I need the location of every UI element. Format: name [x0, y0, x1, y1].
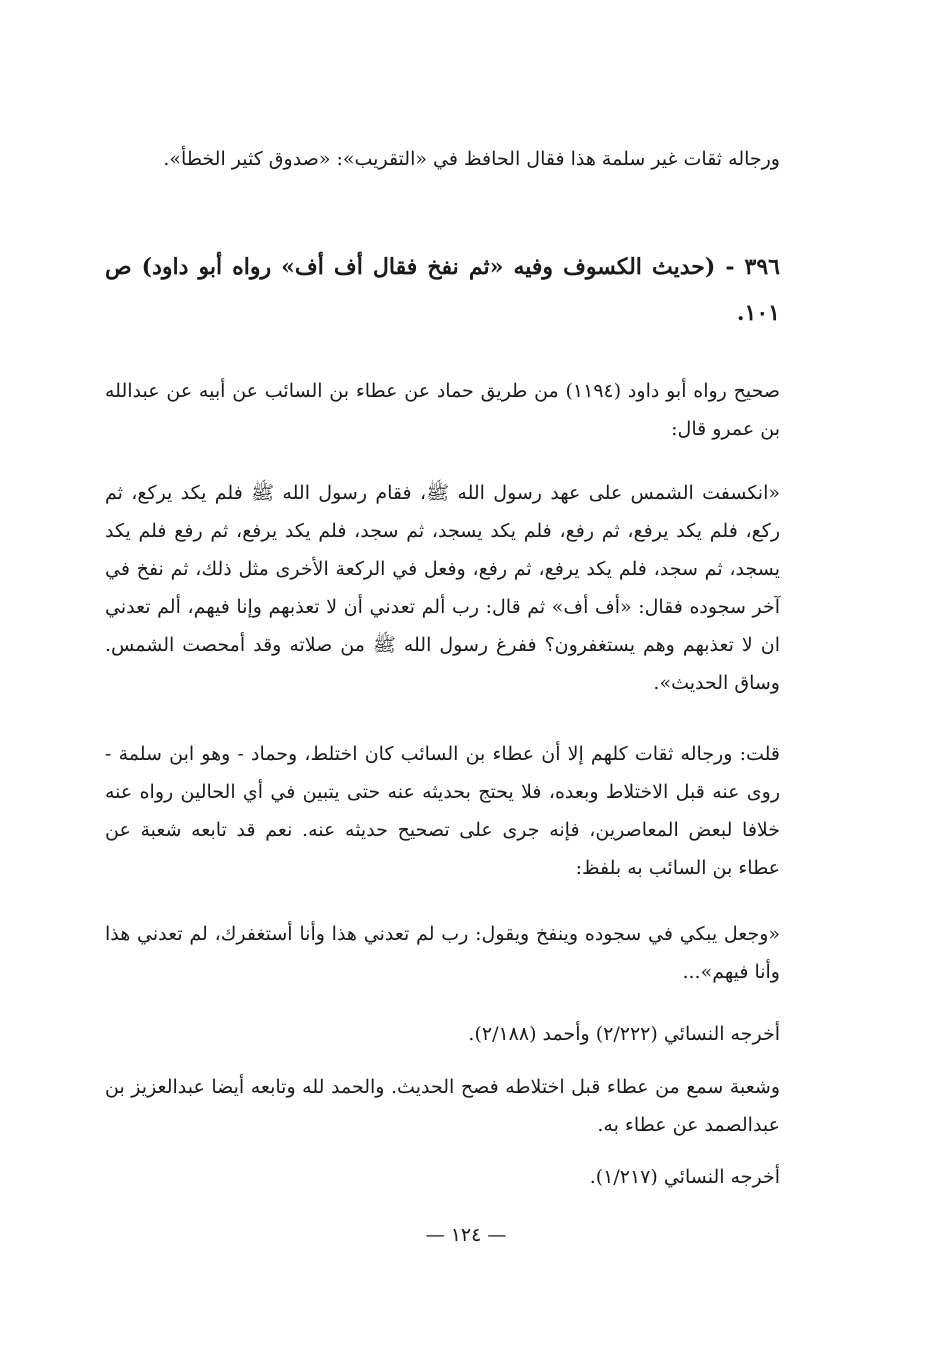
paragraph-conclusion: وشعبة سمع من عطاء قبل اختلاطه فصح الحديث. والحمد لله وتابعه أيضا عبدالعزيز بن عبدالصمد عن عطاء به.	[105, 1076, 780, 1136]
paragraph-authentication: صحيح رواه أبو داود (١١٩٤) من طريق حماد عن عطاء بن السائب عن أبيه عن عبدالله بن عمرو قال:	[105, 380, 780, 440]
paragraph-source-nasai: أخرجه النسائي (١/٢١٧).	[589, 1166, 780, 1188]
paragraph-shuba-narration: «وجعل يبكي في سجوده وينفخ ويقول: رب لم تعدني هذا وأنا أستغفرك، لم تعدني هذا وأنا فيهم»...	[105, 923, 780, 983]
page-number: — ١٢٤ —	[425, 1224, 507, 1246]
paragraph-hadith-text: «انكسفت الشمس على عهد رسول الله ﷺ، فقام رسول الله ﷺ فلم يكد يركع، ثم ركع، فلم يكد يرفع، ثم رفع، فلم يكد يسجد، ثم سجد، فلم يكد يرفع، ثم رفع فلم يكد يسجد، ثم سجد، فلم يكد يرفع، ثم رفع، وفعل في الركعة الأخرى مثل ذلك، ثم نفخ في آخر سجوده فقال: «أف أف» ثم قال: رب ألم تعدني أن لا تعذبهم وإنا فيهم، ألم تعدني ان لا تعذبهم وهم يستغفرون؟ ففرغ رسول الله ﷺ من صلاته وقد أمحصت الشمس. وساق الحديث».	[105, 482, 780, 694]
paragraph-commentary: قلت: ورجاله ثقات كلهم إلا أن عطاء بن السائب كان اختلط، وحماد - وهو ابن سلمة - روى عنه قبل الاختلاط وبعده، فلا يحتج بحديثه عنه حتى يتبين في أي الحالين رواه عنه خلافا لبعض المعاصرين، فإنه جرى على تصحيح حديثه عنه. نعم قد تابعه شعبة عن عطاء بن السائب به بلفظ:	[105, 743, 780, 879]
paragraph-source-nasai-ahmad: أخرجه النسائي (٢/٢٢٢) وأحمد (٢/١٨٨).	[468, 1023, 780, 1045]
paragraph-narrators-note: ورجاله ثقات غير سلمة هذا فقال الحافظ في «التقريب»: «صدوق كثير الخطأ».	[163, 148, 780, 170]
hadith-heading-396: ٣٩٦ - (حديث الكسوف وفيه «ثم نفخ فقال أف أف» رواه أبو داود) ص ١٠١.	[105, 254, 780, 326]
